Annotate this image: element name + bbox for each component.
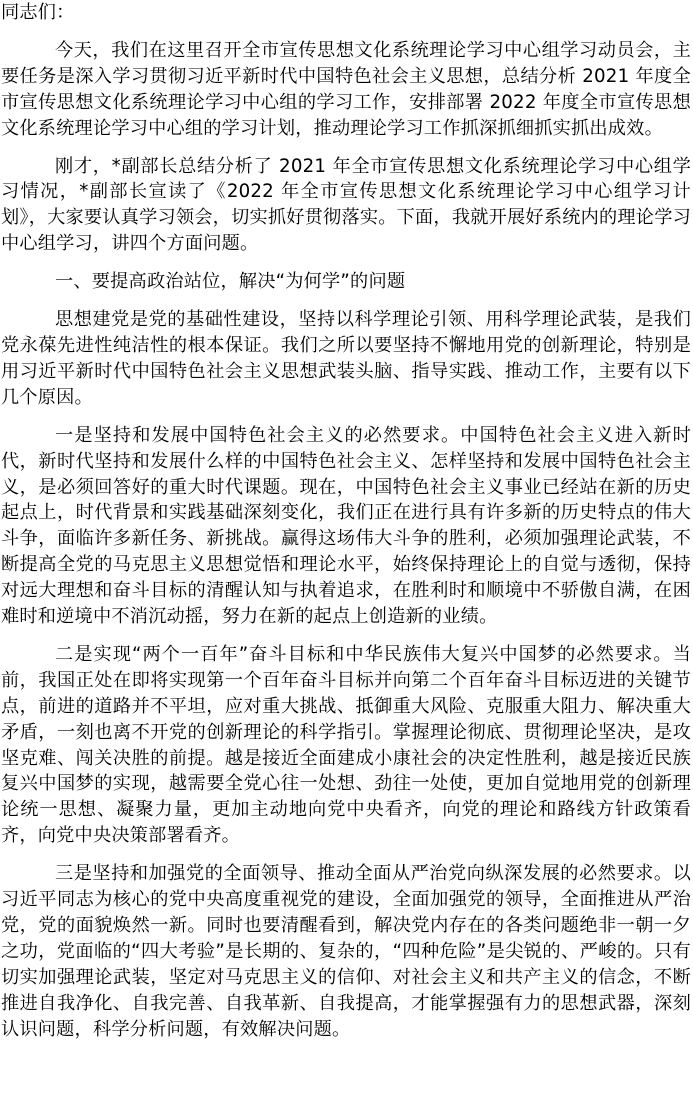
paragraph-intro: 今天，我们在这里召开全市宣传思想文化系统理论学习中心组学习动员会，主要任务是深入学习贯彻习近平新时代中国特色社会主义思想，总结分析 2021 年度全市宣传思想文化系统理论学习中心组的学习工作，安排部署 2022 年度全市宣传思想文化系统理论学习中心组的学习计划，推动理论学习工作抓深抓细抓实抓出成效。 bbox=[1, 39, 691, 139]
paragraph-section-1-intro: 思想建党是党的基础性建设，坚持以科学理论引领、用科学理论武装，是我们党永葆先进性纯洁性的根本保证。我们之所以要坚持不懈地用党的创新理论，特别是用习近平新时代中国特色社会主义思想武装头脑、指导实践、推动工作，主要有以下几个原因。 bbox=[1, 309, 691, 408]
paragraph-transition: 刚才，*副部长总结分析了 2021 年全市宣传思想文化系统理论学习中心组学习情况，*副部长宣读了《2022 年全市宣传思想文化系统理论学习中心组学习计划》，大家要认真学习领会，切实抓好贯彻落实。下面，我就开展好系统内的理论学习中心组学习，讲四个方面问题。 bbox=[1, 155, 691, 255]
paragraph-reason-3: 三是坚持和加强党的全面领导、推动全面从严治党向纵深发展的必然要求。以习近平同志为核心的党中央高度重视党的建设，全面加强党的领导，全面推进从严治党，党的面貌焕然一新。同时也要清醒看到，解决党内存在的各类问题绝非一朝一夕之功，党面临的“四大考验”是长期的、复杂的，“四种危险”是尖锐的、严峻的。只有切实加强理论武装，坚定对马克思主义的信仰、对社会主义和共产主义的信念，不断推进自我净化、自我完善、自我革新、自我提高，才能掌握强有力的思想武器，深刻认识问题，科学分析问题，有效解决问题。 bbox=[1, 863, 691, 1040]
salutation: 同志们： bbox=[1, 2, 75, 23]
section-heading-1: 一、要提高政治站位，解决“为何学”的问题 bbox=[55, 271, 406, 293]
document-body bbox=[1, 0, 691, 1055]
paragraph-reason-1: 一是坚持和发展中国特色社会主义的必然要求。中国特色社会主义进入新时代，新时代坚持和发展什么样的中国特色社会主义、怎样坚持和发展中国特色社会主义，是必须回答好的重大时代课题。现在，中国特色社会主义事业已经站在新的历史起点上，时代背景和实践基础深刻变化，我们正在进行具有许多新的历史特点的伟大斗争，面临许多新任务、新挑战。赢得这场伟大斗争的胜利，必须加强理论武装，不断提高全党的马克思主义思想觉悟和理论水平，始终保持理论上的自觉与透彻，保持对远大理想和奋斗目标的清醒认知与执着追求，在胜利时和顺境中不骄傲自满，在困难时和逆境中不消沉动摇，努力在新的起点上创造新的业绩。 bbox=[1, 424, 691, 628]
paragraph-reason-2: 二是实现“两个一百年”奋斗目标和中华民族伟大复兴中国梦的必然要求。当前，我国正处在即将实现第一个百年奋斗目标并向第二个百年奋斗目标迈进的关键节点，前进的道路并不平坦，应对重大挑战、抵御重大风险、克服重大阻力、解决重大矛盾，一刻也离不开党的创新理论的科学指引。掌握理论彻底、贯彻理论坚决，是攻坚克难、闯关决胜的前提。越是接近全面建成小康社会的决定性胜利，越是接近民族复兴中国梦的实现，越需要全党心往一处想、劲往一处使，更加自觉地用党的创新理论统一思想、凝聚力量，更加主动地向党中央看齐，向党的理论和路线方针政策看齐，向党中央决策部署看齐。 bbox=[1, 643, 691, 847]
